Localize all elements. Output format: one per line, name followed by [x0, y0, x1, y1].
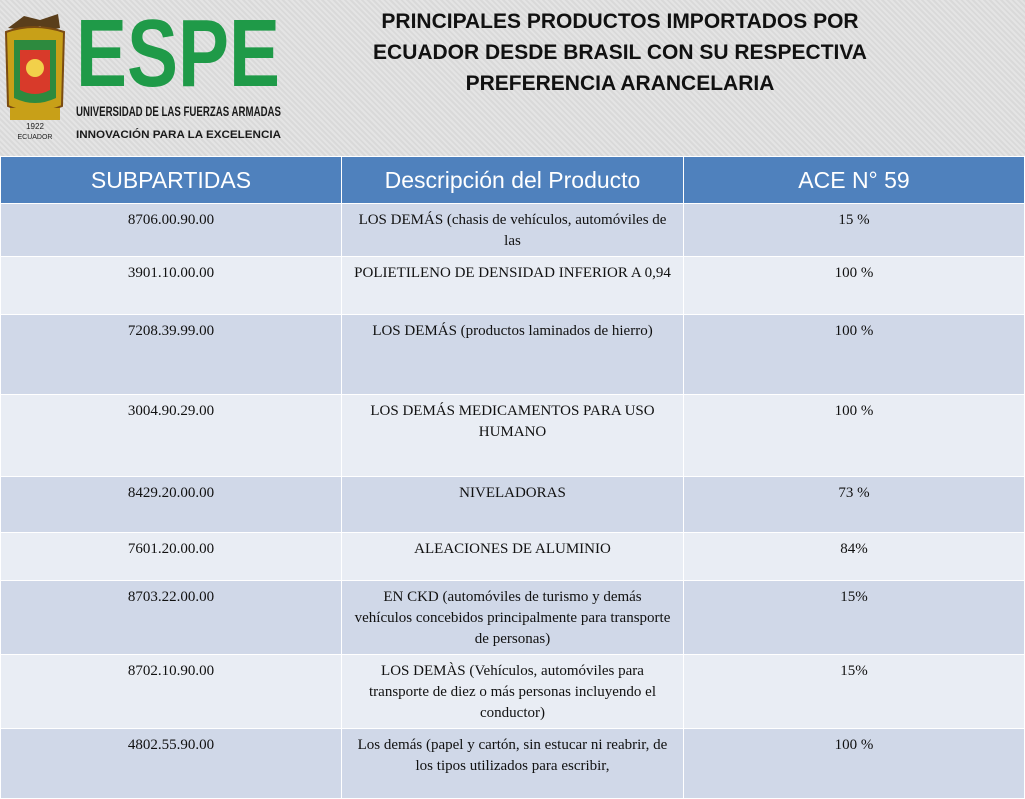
column-header-ace: ACE N° 59: [684, 157, 1025, 204]
crest-icon: [6, 14, 64, 141]
cell-description: NIVELADORAS: [342, 477, 684, 533]
cell-code: 3901.10.00.00: [1, 257, 342, 315]
cell-description: LOS DEMÁS MEDICAMENTOS PARA USO HUMANO: [342, 395, 684, 477]
slide-header: [0, 0, 1024, 156]
table-row: [1, 315, 1025, 395]
cell-description: EN CKD (automóviles de turismo y demás vehículos concebidos principalmente para transporte de personas): [342, 581, 684, 655]
cell-description: LOS DEMÁS (chasis de vehículos, automóviles de las: [342, 204, 684, 257]
espe-logo: [0, 0, 290, 146]
table-row: [1, 204, 1025, 257]
cell-code: 7601.20.00.00: [1, 533, 342, 581]
cell-code: 4802.55.90.00: [1, 729, 342, 799]
cell-description: LOS DEMÁS (productos laminados de hierro): [342, 315, 684, 395]
cell-description: ALEACIONES DE ALUMINIO: [342, 533, 684, 581]
cell-preference: 100 %: [684, 257, 1025, 315]
cell-preference: 73 %: [684, 477, 1025, 533]
cell-preference: 15 %: [684, 204, 1025, 257]
cell-preference: 15%: [684, 655, 1025, 729]
cell-preference: 15%: [684, 581, 1025, 655]
table-row: [1, 533, 1025, 581]
cell-code: 3004.90.29.00: [1, 395, 342, 477]
table-row: [1, 395, 1025, 477]
table-row: [1, 581, 1025, 655]
slide-title: PRINCIPALES PRODUCTOS IMPORTADOS POR ECUADOR DESDE BRASIL CON SU RESPECTIVA PREFERENCIA ARANCELARIA: [373, 10, 867, 95]
cell-preference: 100 %: [684, 315, 1025, 395]
imports-table: [0, 156, 1025, 799]
cell-preference: 84%: [684, 533, 1025, 581]
cell-description: Los demás (papel y cartón, sin estucar ni reabrir, de los tipos utilizados para escribir,: [342, 729, 684, 799]
cell-code: 8429.20.00.00: [1, 477, 342, 533]
cell-code: 7208.39.99.00: [1, 315, 342, 395]
table-header-row: [1, 157, 1025, 204]
column-header-subpartidas: SUBPARTIDAS: [1, 157, 342, 204]
column-header-descripcion: Descripción del Producto: [342, 157, 684, 204]
table-row: [1, 655, 1025, 729]
svg-text:ECUADOR: ECUADOR: [17, 134, 53, 141]
table-row: [1, 729, 1025, 799]
cell-preference: 100 %: [684, 395, 1025, 477]
cell-description: LOS DEMÀS (Vehículos, automóviles para transporte de diez o más personas incluyendo el conductor): [342, 655, 684, 729]
cell-code: 8703.22.00.00: [1, 581, 342, 655]
brand-wordmark: ESPE: [76, 0, 280, 107]
cell-preference: 100 %: [684, 729, 1025, 799]
university-name: UNIVERSIDAD DE LAS FUERZAS ARMADAS: [76, 103, 281, 119]
svg-text:1922: 1922: [26, 122, 44, 131]
cell-description: POLIETILENO DE DENSIDAD INFERIOR A 0,94: [342, 257, 684, 315]
table-row: [1, 477, 1025, 533]
cell-code: 8702.10.90.00: [1, 655, 342, 729]
cell-code: 8706.00.90.00: [1, 204, 342, 257]
motto: INNOVACIÓN PARA LA EXCELENCIA: [76, 129, 270, 141]
table-row: [1, 257, 1025, 315]
